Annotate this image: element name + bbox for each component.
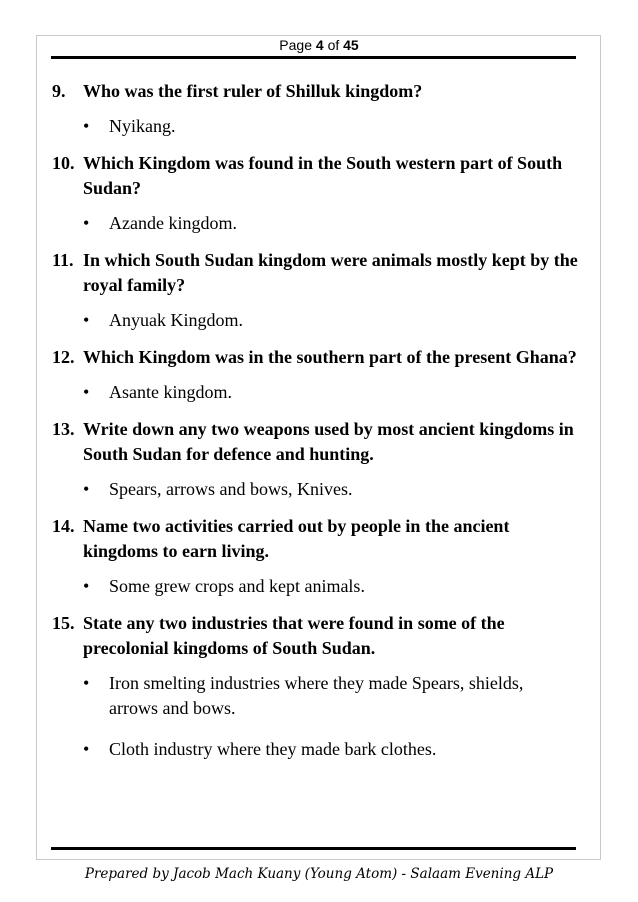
answer-text: Some grew crops and kept animals. — [109, 576, 365, 596]
footer-divider — [51, 847, 576, 850]
question — [52, 79, 582, 104]
question-text: Name two activities carried out by people in the ancient kingdoms to earn living. — [83, 516, 510, 561]
question-text: Who was the first ruler of Shilluk kingdom? — [83, 81, 423, 101]
footer-credit: Prepared by Jacob Mach Kuany (Young Atom) - Salaam Evening ALP — [84, 866, 554, 882]
bullet-icon: • — [83, 382, 90, 402]
answer-text: Iron smelting industries where they made Spears, shields, arrows and bows. — [109, 673, 524, 718]
bullet-icon: • — [83, 116, 90, 136]
question — [52, 248, 582, 298]
question-block — [52, 514, 582, 599]
question-text: Which Kingdom was in the southern part of the present Ghana? — [83, 347, 577, 367]
header-divider — [51, 56, 576, 59]
question-number: 11. — [52, 250, 74, 270]
question-block — [52, 611, 582, 762]
answer-text: Asante kingdom. — [109, 382, 232, 402]
page-of-label: of — [327, 37, 340, 53]
answer-list — [52, 308, 582, 333]
page-label: Page — [279, 37, 312, 53]
question-number: 10. — [52, 153, 75, 173]
answer-text: Nyikang. — [109, 116, 176, 136]
bullet-icon: • — [83, 576, 90, 596]
question-block — [52, 417, 582, 502]
answer-item — [52, 380, 582, 405]
answer-item — [52, 114, 582, 139]
question-number: 14. — [52, 516, 75, 536]
answer-text: Cloth industry where they made bark clothes. — [109, 739, 437, 759]
page-footer — [0, 866, 638, 882]
question-block — [52, 248, 582, 333]
answer-list — [52, 574, 582, 599]
bullet-icon: • — [83, 310, 90, 330]
answer-item — [52, 211, 582, 236]
question-list — [52, 79, 582, 774]
question-number: 13. — [52, 419, 75, 439]
answer-list — [52, 114, 582, 139]
question — [52, 151, 582, 201]
answer-list — [52, 211, 582, 236]
answer-list — [52, 380, 582, 405]
question-block — [52, 345, 582, 405]
question — [52, 345, 582, 370]
question — [52, 611, 582, 661]
question-number: 15. — [52, 613, 75, 633]
question-block — [52, 79, 582, 139]
answer-item — [52, 737, 582, 762]
answer-item — [52, 671, 582, 721]
answer-list — [52, 671, 582, 762]
bullet-icon: • — [83, 739, 90, 759]
question-text: In which South Sudan kingdom were animals mostly kept by the royal family? — [83, 250, 578, 295]
question-block — [52, 151, 582, 236]
question-number: 12. — [52, 347, 75, 367]
answer-text: Anyuak Kingdom. — [109, 310, 243, 330]
question-text: State any two industries that were found in some of the precolonial kingdoms of South Sudan. — [83, 613, 505, 658]
bullet-icon: • — [83, 213, 90, 233]
answer-item — [52, 574, 582, 599]
page-header — [0, 37, 638, 53]
question-text: Write down any two weapons used by most ancient kingdoms in South Sudan for defence and hunting. — [83, 419, 574, 464]
total-pages-number: 45 — [343, 37, 359, 53]
question-number: 9. — [52, 81, 66, 101]
question — [52, 417, 582, 467]
answer-text: Spears, arrows and bows, Knives. — [109, 479, 353, 499]
question — [52, 514, 582, 564]
answer-item — [52, 308, 582, 333]
bullet-icon: • — [83, 479, 90, 499]
answer-text: Azande kingdom. — [109, 213, 237, 233]
answer-list — [52, 477, 582, 502]
current-page-number: 4 — [315, 37, 324, 53]
bullet-icon: • — [83, 673, 90, 693]
question-text: Which Kingdom was found in the South western part of South Sudan? — [83, 153, 563, 198]
answer-item — [52, 477, 582, 502]
